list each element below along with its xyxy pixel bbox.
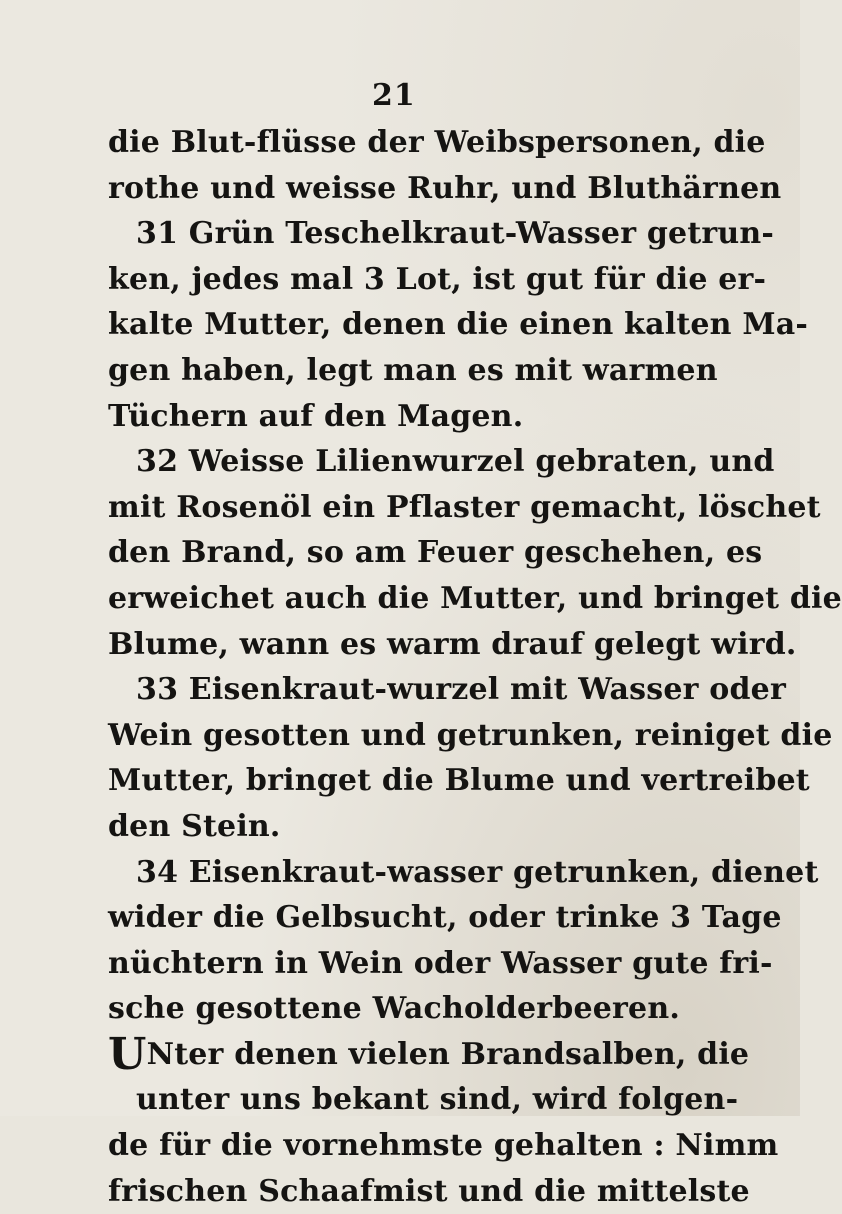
text-line: 32 Weisse Lilienwurzel gebraten, und (136, 444, 775, 480)
text-line: Blume, wann es warm drauf gelegt wird. (108, 626, 797, 662)
text-line: rothe und weisse Ruhr, und Bluthärnen (108, 170, 782, 206)
text-line: unter uns bekant sind, wird folgen- (136, 1082, 739, 1118)
text-line: die Blut-flüsse der Weibspersonen, die (108, 125, 766, 160)
text-line: Tüchern auf den Magen. (108, 398, 524, 434)
text-line: de für die vornehmste gehalten : Nimm (108, 1128, 779, 1164)
text-line: sche gesottene Wacholderbeeren. (108, 991, 680, 1027)
text-line-rest: Nter denen vielen Brandsalben, die (146, 1036, 750, 1072)
text-line: erweichet auch die Mutter, und bringet die (108, 580, 842, 616)
body-text (108, 120, 842, 1214)
text-line: frischen Schaafmist und die mittelste (108, 1173, 750, 1209)
text-line: Mutter, bringet die Blume und vertreibet (108, 763, 810, 799)
text-line: Wein gesotten und getrunken, reiniget die (108, 717, 833, 753)
text-line: mit Rosenöl ein Pflaster gemacht, löschet (108, 489, 821, 525)
text-line: ken, jedes mal 3 Lot, ist gut für die er- (108, 261, 767, 297)
text-line: nüchtern in Wein oder Wasser gute fri- (108, 945, 773, 981)
text-line: 31 Grün Teschelkraut-Wasser getrun- (136, 216, 775, 252)
page-number: 21 (372, 78, 416, 113)
text-line: wider die Gelbsucht, oder trinke 3 Tage (108, 900, 782, 936)
text-line: 33 Eisenkraut-wurzel mit Wasser oder (136, 672, 786, 708)
text-line: 34 Eisenkraut-wasser getrunken, dienet (136, 854, 819, 890)
drop-cap: U (108, 1028, 147, 1080)
text-line: gen haben, legt man es mit warmen (108, 352, 718, 388)
text-line: kalte Mutter, denen die einen kalten Ma- (108, 307, 809, 343)
text-line: den Stein. (108, 808, 281, 844)
text-line: den Brand, so am Feuer geschehen, es (108, 535, 763, 571)
text-line (108, 1028, 768, 1080)
